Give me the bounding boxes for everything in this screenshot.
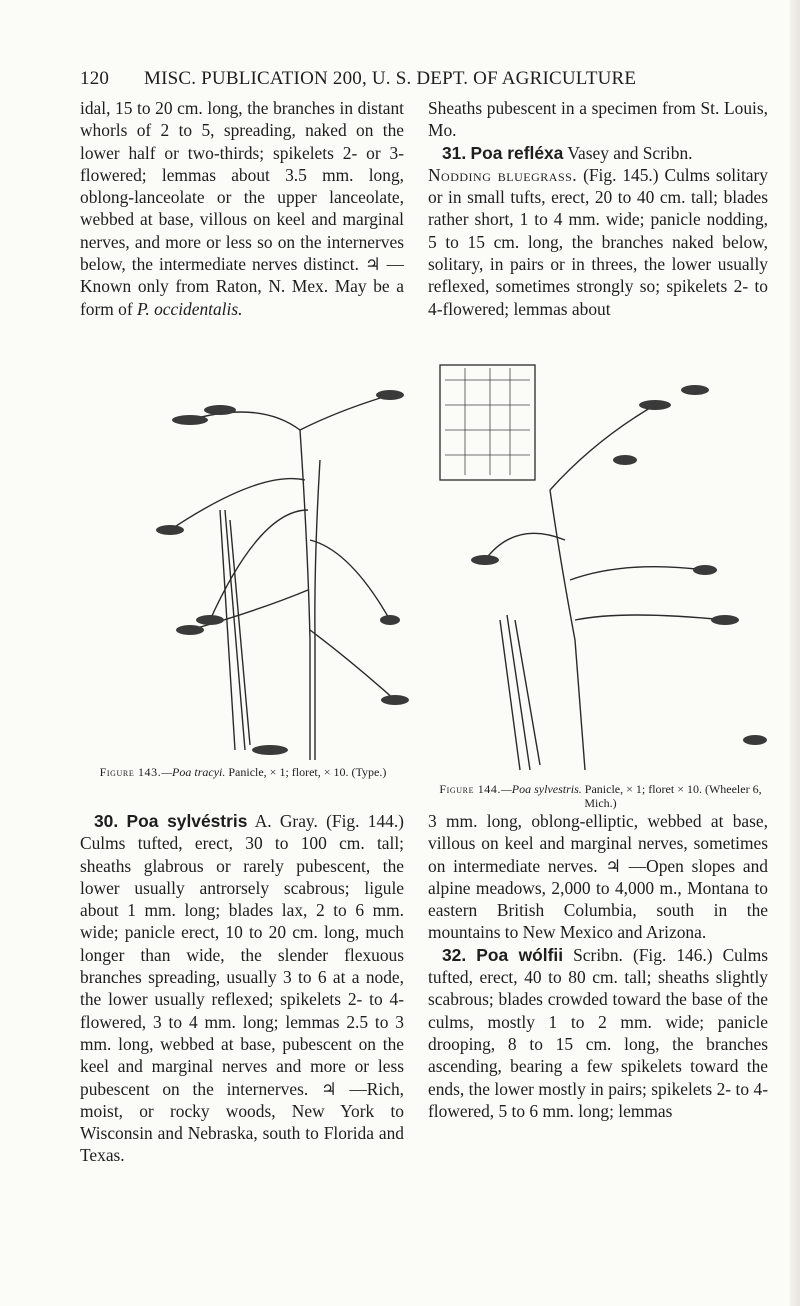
page-number: 120 xyxy=(80,68,110,89)
running-title: MISC. PUBLICATION 200, U. S. DEPT. OF AGRICULTURE xyxy=(144,68,637,89)
paragraph: 3 mm. long, oblong-elliptic, webbed at base, villous on keel and marginal nerves, sometimes on intermediate nerves. ♃ —Open slopes and alpine meadows, 2,000 to 4,000 m., Montana to eastern British Columbia, south in the mountains to New Mexico and Arizona. xyxy=(428,811,768,943)
column-left-top xyxy=(80,97,404,320)
figure-144-caption: Figure 144.—Poa sylvestris. Panicle, × 1; floret × 10. (Wheeler 6, Mich.) xyxy=(439,782,762,810)
species-entry-32: 32. Poa wólfii Scribn. (Fig. 146.) Culms tufted, erect, 40 to 80 cm. tall; sheaths slightly scabrous; blades crowded toward the base of the culms, mostly 1 to 2 mm. wide; panicle drooping, 8 to 15 cm. long, the branches ascending, bearing a few spikelets toward the ends, the lower mostly in pairs; spikelets 2- to 4-flowered, 5 to 6 mm. long; lemmas xyxy=(428,944,769,1121)
column-right-bottom xyxy=(428,810,768,1122)
species-name: Poa sylvéstris xyxy=(126,811,248,831)
paragraph: idal, 15 to 20 cm. long, the branches in distant whorls of 2 to 5, spreading, naked on the lower half or two-thirds; spikelets 2- or 3-flowered; lemmas about 3.5 mm. long, oblong-lanceolate or the upper lanceolate, webbed at base, villous on keel and marginal nerves, and more or less so on the internerves below, the intermediate nerves distinct. ♃ — Known only from Raton, N. Mex. May be a form of P. occidentalis. xyxy=(80,98,404,319)
species-entry-31: 31. Poa refléxa Vasey and Scribn. Nodding bluegrass. (Fig. 145.) Culms solitary or in small tufts, erect, 20 to 40 cm. tall; blades rather short, 1 to 4 mm. wide; panicle nodding, 5 to 15 cm. long, the branches naked below, solitary, in pairs or in threes, the lower usually reflexed, sometimes strongly so; spikelets 2- to 4-flowered; lemmas about xyxy=(428,142,768,319)
column-right-top xyxy=(428,97,768,320)
page-edge xyxy=(790,0,800,1306)
figure-144-illustration xyxy=(425,360,775,780)
species-italic: P. occidentalis. xyxy=(137,298,243,319)
figure-143-caption: Figure 143.—Poa tracyi. Panicle, × 1; floret, × 10. (Type.) xyxy=(99,765,387,779)
species-name: Poa refléxa xyxy=(470,142,564,163)
column-left-bottom xyxy=(80,810,404,1167)
paragraph: Sheaths pubescent in a specimen from St. Louis, Mo. xyxy=(428,98,768,141)
figure-143-illustration xyxy=(150,370,410,765)
species-entry-30: 30. Poa sylvéstris A. Gray. (Fig. 144.) Culms tufted, erect, 30 to 100 cm. tall; sheaths glabrous or rarely pubescent, the lower usually antrorsely scabrous; ligule about 1 mm. long; blades lax, 2 to 6 mm. wide; panicle erect, 10 to 20 cm. long, much longer than wide, the slender flexuous branches spreading, usually 3 to 6 at a node, the lower usually reflexed; spikelets 2- to 4-flowered, 3 to 4 mm. long; lemmas 2.5 to 3 mm. long, webbed at base, pubescent on the keel and marginal nerves and more or less pubescent on the internerves. ♃ —Rich, moist, or rocky woods, New York to Wisconsin and Nebraska, south to Florida and Texas. xyxy=(80,811,404,1166)
common-name: Nodding bluegrass. xyxy=(428,164,578,185)
species-name: Poa wólfii xyxy=(476,944,564,965)
range-map xyxy=(440,365,535,480)
